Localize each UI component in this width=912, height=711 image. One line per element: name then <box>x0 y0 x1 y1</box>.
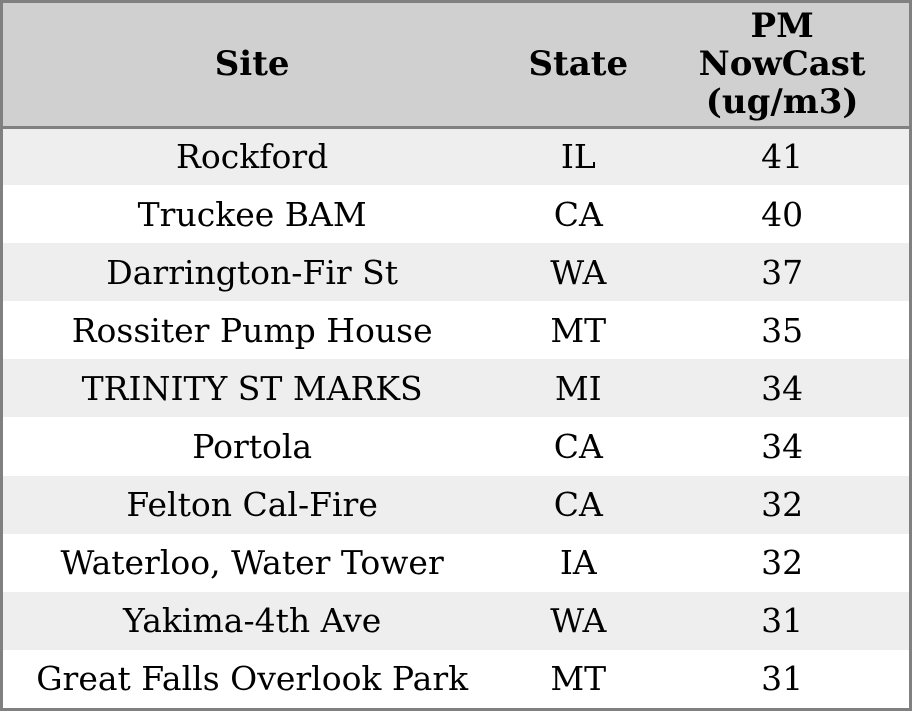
state-cell: MT <box>501 650 655 708</box>
table-row <box>3 650 909 708</box>
table-header <box>3 3 909 127</box>
pm-nowcast-cell: 40 <box>655 185 909 243</box>
site-cell: TRINITY ST MARKS <box>3 359 501 417</box>
site-cell: Rockford <box>3 127 501 185</box>
pm-nowcast-cell: 41 <box>655 127 909 185</box>
pm-nowcast-cell: 32 <box>655 534 909 592</box>
state-cell: MI <box>501 359 655 417</box>
table-row <box>3 359 909 417</box>
table-row <box>3 534 909 592</box>
site-cell: Felton Cal-Fire <box>3 476 501 534</box>
pm-nowcast-cell: 34 <box>655 359 909 417</box>
site-cell: Yakima-4th Ave <box>3 592 501 650</box>
table-row <box>3 476 909 534</box>
pm-nowcast-header-label: PM NowCast (ug/m3) <box>698 6 866 123</box>
pm-nowcast-cell: 31 <box>655 650 909 708</box>
column-header-state: State <box>501 3 655 127</box>
state-cell: CA <box>501 476 655 534</box>
column-header-pm-nowcast <box>655 3 909 127</box>
state-cell: CA <box>501 185 655 243</box>
pm-nowcast-cell: 35 <box>655 301 909 359</box>
pm-nowcast-cell: 32 <box>655 476 909 534</box>
pm-nowcast-table <box>3 3 909 708</box>
pm-nowcast-cell: 37 <box>655 243 909 301</box>
site-cell: Portola <box>3 417 501 475</box>
pm-nowcast-cell: 34 <box>655 417 909 475</box>
table-row <box>3 127 909 185</box>
site-cell: Truckee BAM <box>3 185 501 243</box>
table-row <box>3 417 909 475</box>
site-cell: Darrington-Fir St <box>3 243 501 301</box>
table-row <box>3 243 909 301</box>
state-cell: WA <box>501 592 655 650</box>
site-cell: Great Falls Overlook Park <box>3 650 501 708</box>
pm-nowcast-cell: 31 <box>655 592 909 650</box>
table-row <box>3 592 909 650</box>
state-cell: CA <box>501 417 655 475</box>
table-row <box>3 301 909 359</box>
state-cell: WA <box>501 243 655 301</box>
column-header-site: Site <box>3 3 501 127</box>
site-cell: Rossiter Pump House <box>3 301 501 359</box>
state-cell: MT <box>501 301 655 359</box>
table-body <box>3 127 909 708</box>
site-cell: Waterloo, Water Tower <box>3 534 501 592</box>
state-cell: IA <box>501 534 655 592</box>
header-row <box>3 3 909 127</box>
state-cell: IL <box>501 127 655 185</box>
table-row <box>3 185 909 243</box>
